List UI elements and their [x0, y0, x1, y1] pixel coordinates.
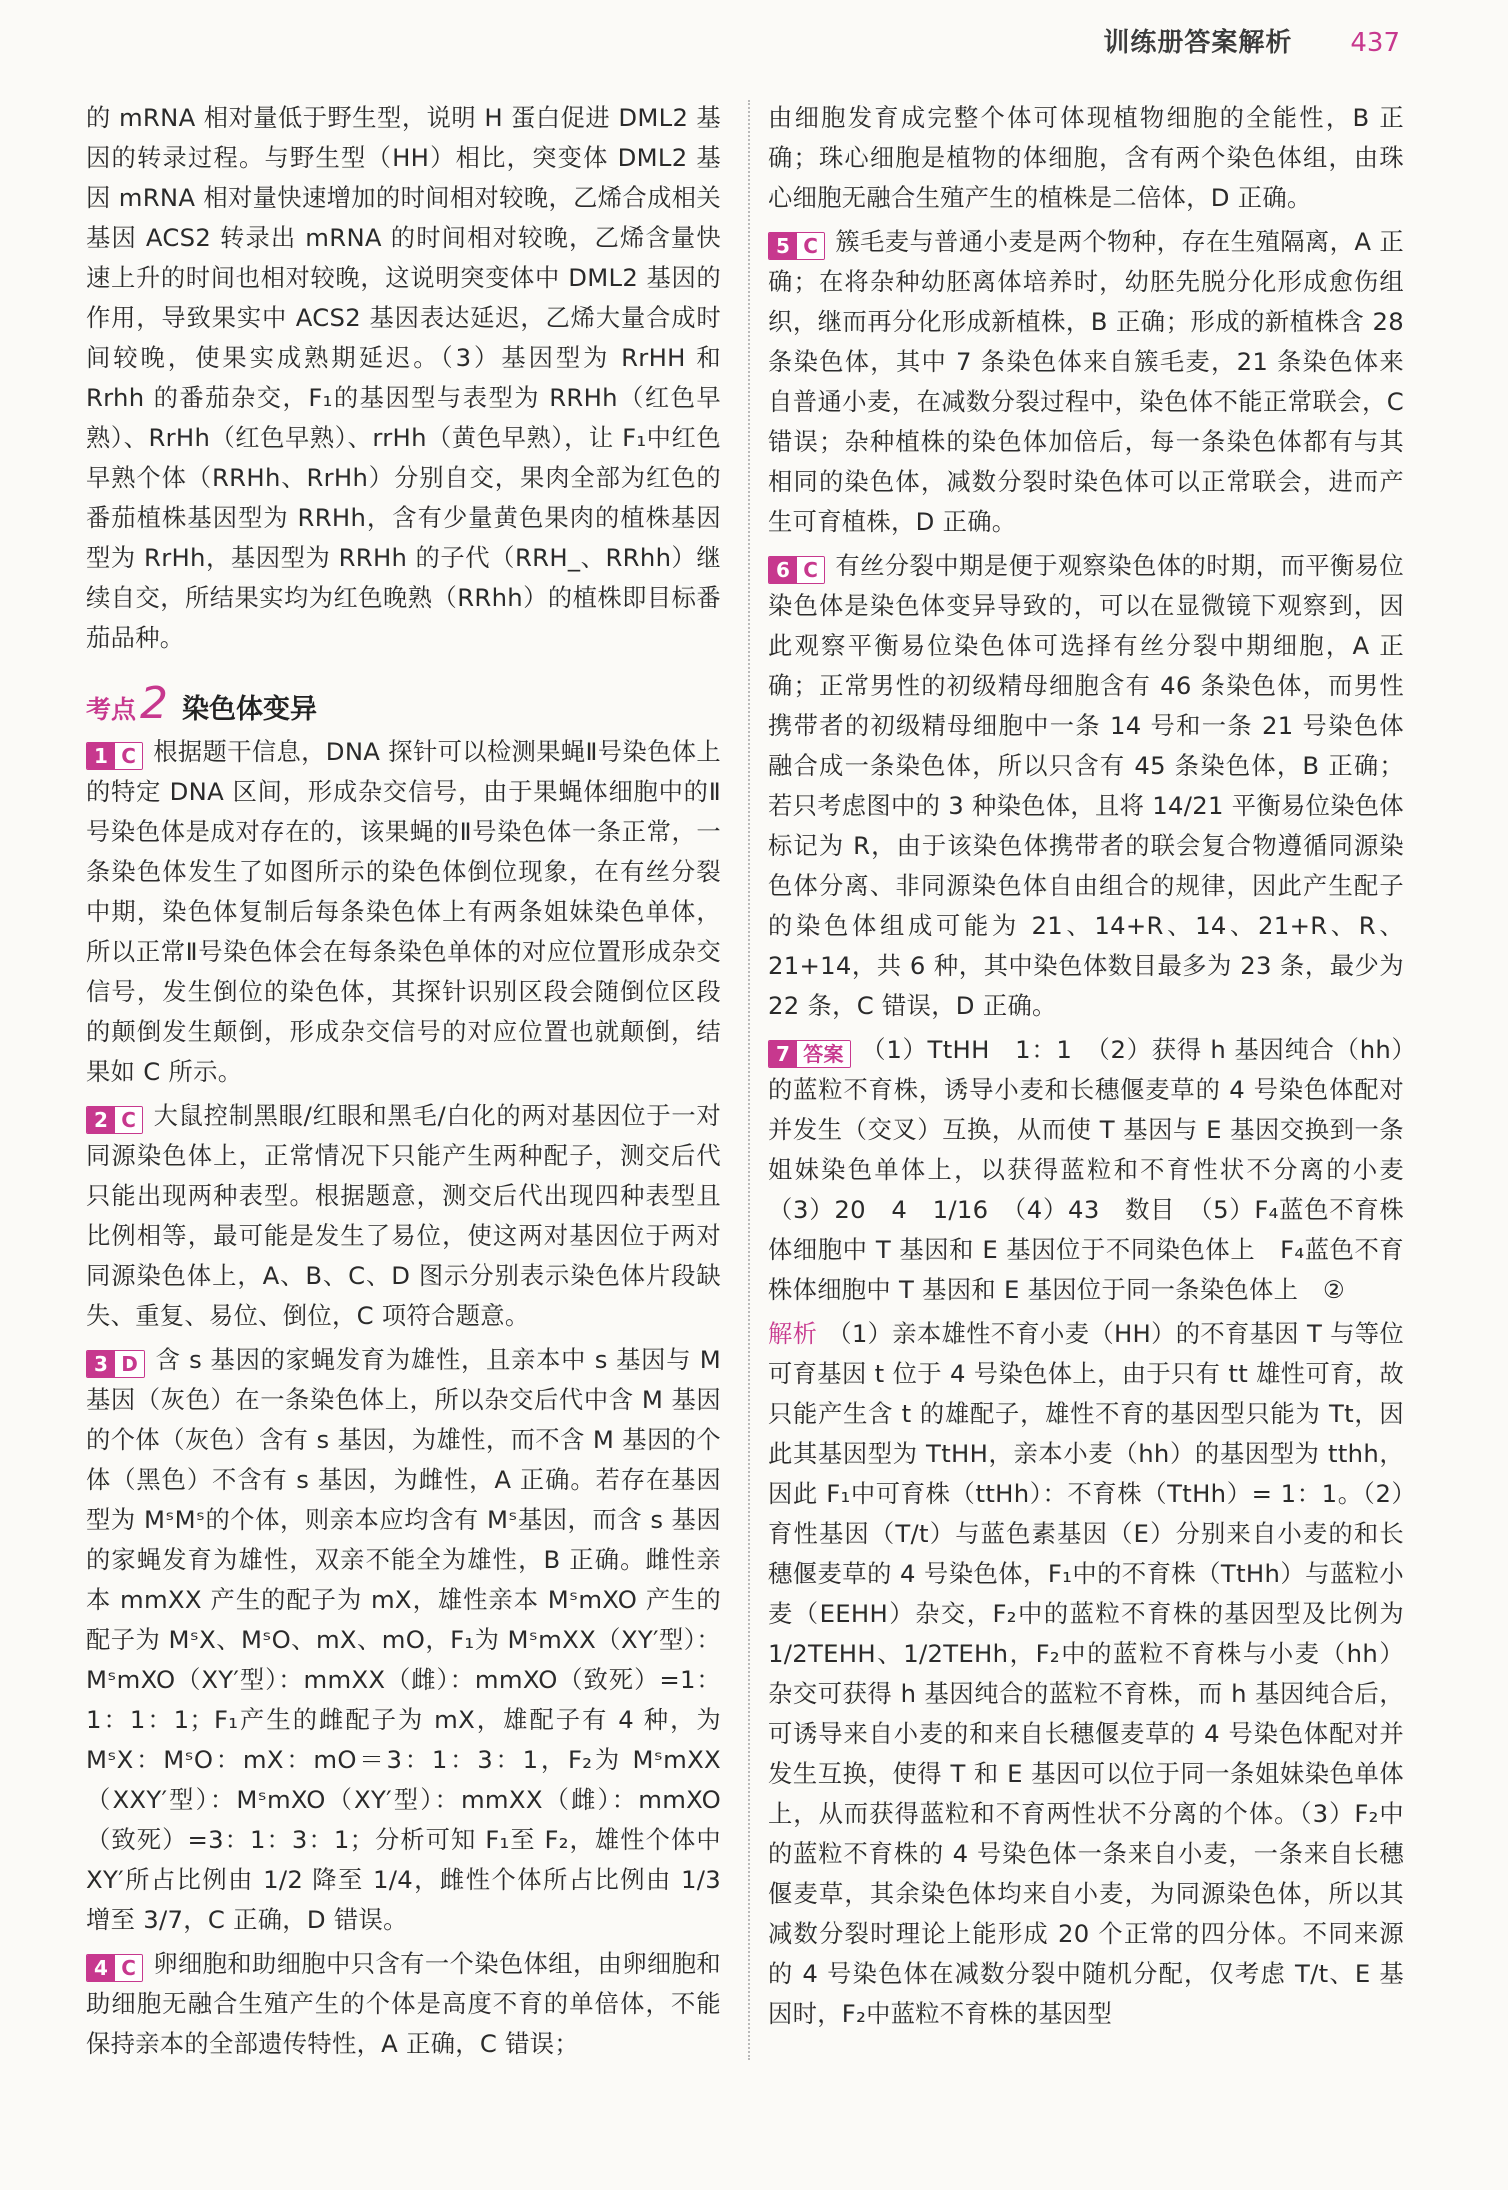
page-header	[1103, 22, 1400, 59]
answer-text: （1）TtHH 1：1 （2）获得 h 基因纯合（hh）的蓝粒不育株，诱导小麦和长穗偃麦草的 4 号染色体配对并发生（交叉）互换，从而使 T 基因与 E 基因交换到一条姐妹染色单体上，以获得蓝粒和不育性状不分离的小麦 （3）20 4 1/16 （4）43 数目 （5）F₄蓝色不育株体细胞中 T 基因和 E 基因位于不同染色体上 F₄蓝色不育株体细胞中 T 基因和 E 基因位于同一条染色体上 ②	[768, 1035, 1429, 1304]
explanation-text: 有丝分裂中期是便于观察染色体的时期，而平衡易位染色体是染色体变异导致的，可以在显微镜下观察到，因此观察平衡易位染色体可选择有丝分裂中期细胞，A 正确；正常男性的初级精母细胞含有 46 条染色体，而男性携带者的初级精母细胞中一条 14 号和一条 21 号染色体融合成一条染色体，所以只含有 45 条染色体，B 正确；若只考虑图中的 3 种染色体，且将 14/21 平衡易位染色体标记为 R，由于该染色体携带者的联会复合物遵循同源染色体分离、非同源染色体自由组合的规律，因此产生配子的染色体组成可能为 21、14+R、14、21+R、R、21+14，共 6 种，其中染色体数目最多为 23 条，最少为 22 条，C 错误，D 正确。	[768, 551, 1404, 1020]
question-2	[86, 1096, 721, 1336]
explanation-text: 根据题干信息，DNA 探针可以检测果蝇Ⅱ号染色体上的特定 DNA 区间，形成杂交信号，由于果蝇体细胞中的Ⅱ号染色体是成对存在的，该果蝇的Ⅱ号染色体一条正常，一条染色体发生了如图所示的染色体倒位现象，在有丝分裂中期，染色体复制后每条染色体上有两条姐妹染色单体，所以正常Ⅱ号染色体会在每条染色单体的对应位置形成杂交信号，发生倒位的染色体，其探针识别区段会随倒位区段的颠倒发生颠倒，形成杂交信号的对应位置也就颠倒，结果如 C 所示。	[86, 737, 721, 1086]
explanation-text: 含 s 基因的家蝇发育为雄性，且亲本中 s 基因与 M 基因（灰色）在一条染色体上，所以杂交后代中含 M 基因的个体（灰色）含有 s 基因，为雄性，而不含 M 基因的个体（黑色）不含有 s 基因，为雌性，A 正确。若存在基因型为 MˢMˢ的个体，则亲本应均含有 Mˢ基因，而含 s 基因的家蝇发育为雄性，双亲不能全为雄性，B 正确。雌性亲本 mmXX 产生的配子为 mX，雄性亲本 MˢmXO 产生的配子为 MˢX、MˢO、mX、mO，F₁为 MˢmXX（XY′型）：MˢmXO（XY′型）：mmXX（雌）：mmXO（致死）=1：1：1：1；F₁产生的雌配子为 mX，雄配子有 4 种，为 MˢX：MˢO：mX：mO＝3：1：3：1，F₂为 MˢmXX（XXY′型）：MˢmXO（XY′型）：mmXX（雌）：mmXO（致死）=3：1：3：1；分析可知 F₁至 F₂，雄性个体中 XY′所占比例由 1/2 降至 1/4，雌性个体所占比例由 1/3 增至 3/7，C 正确，D 错误。	[86, 1345, 722, 1934]
question-4	[86, 1944, 721, 2064]
question-6	[768, 546, 1404, 1026]
explanation-text: 卵细胞和助细胞中只含有一个染色体组，由卵细胞和助细胞无融合生殖产生的个体是高度不育的单倍体，不能保持亲本的全部遗传特性，A 正确，C 错误；	[86, 1949, 721, 2058]
running-title: 训练册答案解析	[1103, 28, 1293, 58]
question-number: 7	[769, 1041, 797, 1067]
answer-letter: C	[115, 743, 142, 769]
question-number: 6	[769, 557, 797, 583]
answer-letter: D	[115, 1351, 144, 1377]
left-column	[86, 98, 721, 2068]
question-number: 3	[87, 1351, 115, 1377]
question-1	[86, 732, 721, 1092]
question-number: 1	[87, 743, 115, 769]
question-tag	[768, 232, 825, 260]
question-tag	[768, 556, 825, 584]
continued-paragraph: 由细胞发育成完整个体可体现植物细胞的全能性，B 正确；珠心细胞是植物的体细胞，含有两个染色体组，由珠心细胞无融合生殖产生的植株是二倍体，D 正确。	[768, 103, 1404, 212]
analysis-label: 解析	[768, 1319, 818, 1348]
question-7	[768, 1030, 1429, 1310]
answer-letter: C	[797, 557, 824, 583]
answer-letter: C	[797, 233, 824, 259]
section-title: 染色体变异	[182, 694, 318, 725]
question-5	[768, 222, 1404, 542]
continued-paragraph: 的 mRNA 相对量低于野生型，说明 H 蛋白促进 DML2 基因的转录过程。与野生型（HH）相比，突变体 DML2 基因 mRNA 相对量快速增加的时间相对较晚，乙烯合成相关基因 ACS2 转录出 mRNA 的时间相对较晚，乙烯含量快速上升的时间也相对较晚，这说明突变体中 DML2 基因的作用，导致果实中 ACS2 基因表达延迟，乙烯大量合成时间较晚，使果实成熟期延迟。（3）基因型为 RrHH 和 Rrhh 的番茄杂交，F₁的基因型与表型为 RRHh（红色早熟）、RrHh（红色早熟）、rrHh（黄色早熟），让 F₁中红色早熟个体（RRHh、RrHh）分别自交，果肉全部为红色的番茄植株基因型为 RRHh，含有少量黄色果肉的植株基因型为 RrHh，基因型为 RRHh 的子代（RRH_、RRhh）继续自交，所结果实均为红色晚熟（RRhh）的植株即目标番茄品种。	[86, 103, 721, 652]
analysis-text: （1）亲本雄性不育小麦（HH）的不育基因 T 与等位可育基因 t 位于 4 号染色体上，由于只有 tt 雄性可育，故只能产生含 t 的雄配子，雄性不育的基因型只能为 Tt，因此其基因型为 TtHH，亲本小麦（hh）的基因型为 tthh，因此 F₁中可育株（ttHh）：不育株（TtHh）= 1：1。（2）育性基因（T/t）与蓝色素基因（E）分别来自小麦的和长穗偃麦草的 4 号染色体，F₁中的不育株（TtHh）与蓝粒小麦（EEHH）杂交，F₂中的蓝粒不育株的基因型及比例为 1/2TEHH、1/2TEHh，F₂中的蓝粒不育株与小麦（hh）杂交可获得 h 基因纯合的蓝粒不育株，而 h 基因纯合后，可诱导来自小麦的和来自长穗偃麦草的 4 号染色体配对并发生互换，使得 T 和 E 基因可以位于同一条姐妹染色单体上，从而获得蓝粒和不育两性状不分离的个体。（3）F₂中的蓝粒不育株的 4 号染色体一条来自小麦，一条来自长穗偃麦草，其余染色体均来自小麦，为同源染色体，所以其减数分裂时理论上能形成 20 个正常的四分体。不同来源的 4 号染色体在减数分裂中随机分配，仅考虑 T/t、E 基因时，F₂中蓝粒不育株的基因型	[768, 1319, 1404, 2028]
question-number: 4	[87, 1955, 115, 1981]
column-divider	[748, 100, 750, 2060]
answer-label: 答案	[797, 1041, 850, 1067]
question-number: 5	[769, 233, 797, 259]
answer-letter: C	[115, 1955, 142, 1981]
question-tag	[86, 1954, 143, 1982]
question-tag	[86, 1350, 145, 1378]
question-tag	[86, 1106, 143, 1134]
section-number: 2	[140, 678, 169, 729]
answer-letter: C	[115, 1107, 142, 1133]
section-heading	[86, 678, 721, 729]
explanation-text: 大鼠控制黑眼/红眼和黑毛/白化的两对基因位于一对同源染色体上，正常情况下只能产生两种配子，测交后代只能出现两种表型。根据题意，测交后代出现四种表型且比例相等，最可能是发生了易位，使这两对基因位于两对同源染色体上，A、B、C、D 图示分别表示染色体片段缺失、重复、易位、倒位，C 项符合题意。	[86, 1101, 721, 1330]
right-column	[768, 98, 1429, 2038]
question-tag	[768, 1040, 851, 1068]
question-number: 2	[87, 1107, 115, 1133]
section-label: 考点	[86, 695, 137, 724]
question-tag	[86, 742, 143, 770]
explanation-text: 簇毛麦与普通小麦是两个物种，存在生殖隔离，A 正确；在将杂种幼胚离体培养时，幼胚先脱分化形成愈伤组织，继而再分化形成新植株，B 正确；形成的新植株含 28 条染色体，其中 7 条染色体来自簇毛麦，21 条染色体来自普通小麦，在减数分裂过程中，染色体不能正常联会，C 错误；杂种植株的染色体加倍后，每一条染色体都有与其相同的染色体，减数分裂时染色体可以正常联会，进而产生可育植株，D 正确。	[768, 227, 1404, 536]
analysis-paragraph	[768, 1314, 1404, 2034]
page-number: 437	[1350, 28, 1400, 58]
question-3	[86, 1340, 721, 1940]
